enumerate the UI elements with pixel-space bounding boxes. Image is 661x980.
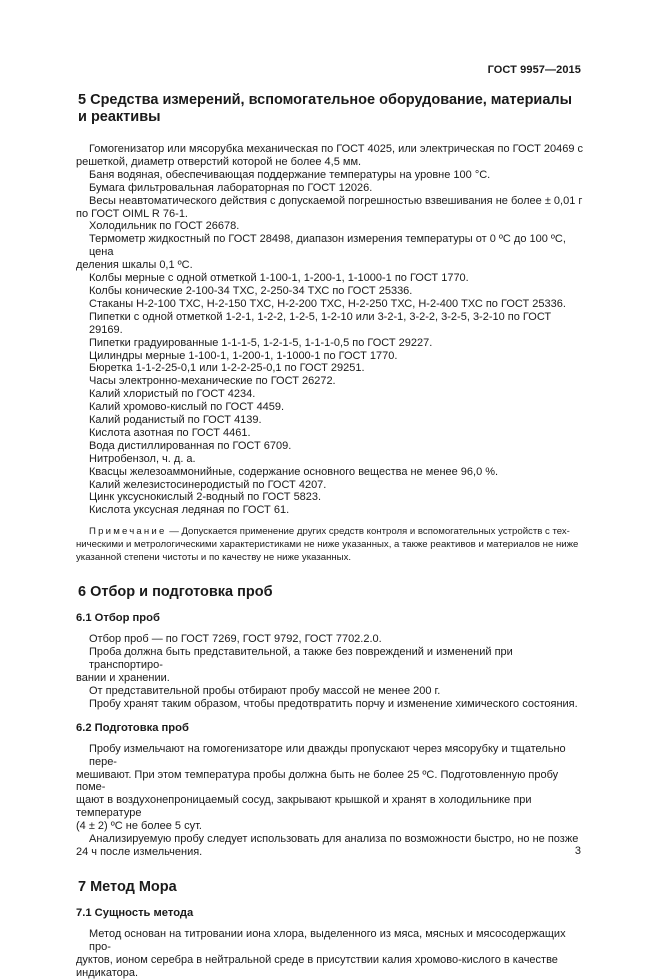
note-label: Примечание [89, 526, 167, 538]
subsection-6-2-body [76, 743, 584, 859]
section-5-list [76, 143, 584, 517]
list-item: Цилиндры мерные 1-100-1, 1-200-1, 1-1000-1 по ГОСТ 1770. [89, 349, 398, 362]
list-item: Пипетки с одной отметкой 1-2-1, 1-2-2, 1-2-5, 1-2-10 или 3-2-1, 3-2-2, 3-2-5, 3-2-10 по ГОСТ 29169. [89, 310, 552, 336]
list-item: Нитробензол, ч. д. а. [89, 452, 196, 465]
standard-header: ГОСТ 9957—2015 [487, 64, 581, 76]
text-line: 24 ч после измельчения. [76, 845, 203, 858]
list-item: Калий хромово-кислый по ГОСТ 4459. [89, 401, 285, 414]
list-item: деления шкалы 0,1 ºС. [76, 259, 193, 272]
list-item: Пипетки градуированные 1-1-1-5, 1-2-1-5, 1-1-1-0,5 по ГОСТ 29227. [89, 336, 433, 349]
section-5-title-line1: 5 Средства измерений, вспомогательное оборудование, материалы [78, 92, 573, 108]
list-item: решеткой, диаметр отверстий которой не более 4,5 мм. [76, 155, 362, 168]
list-item: Квасцы железоаммонийные, содержание основного вещества не менее 96,0 %. [89, 465, 499, 478]
text-line: (4 ± 2) ºС не более 5 сут. [76, 820, 202, 833]
list-item: Холодильник по ГОСТ 26678. [89, 220, 240, 233]
section-5-title-line2: и реактивы [78, 109, 161, 125]
section-6-title: 6 Отбор и подготовка проб [78, 584, 273, 601]
list-item: Калий хлористый по ГОСТ 4234. [89, 388, 256, 401]
list-item: Стаканы Н-2-100 ТХС, Н-2-150 ТХС, Н-2-200 ТХС, Н-2-250 ТХС, Н-2-400 ТХС по ГОСТ 25336. [89, 297, 566, 310]
list-item: Весы неавтоматического действия с допускаемой погрешностью взвешивания не более ± 0,01 г [89, 194, 583, 207]
list-item: Колбы конические 2-100-34 ТХС, 2-250-34 ТХС по ГОСТ 25336. [89, 284, 413, 297]
page-number: 3 [574, 845, 581, 857]
note-line1: — Допускается применение других средств контроля и вспомогательных устройств с тех- [166, 526, 570, 538]
subsection-6-1-body [76, 633, 584, 710]
list-item: Калий железистосинеродистый по ГОСТ 4207. [89, 478, 327, 491]
section-7-title: 7 Метод Мора [78, 878, 177, 895]
section-5-title [76, 92, 584, 126]
list-item: Вода дистиллированная по ГОСТ 6709. [89, 439, 292, 452]
list-item: Гомогенизатор или мясорубка механическая по ГОСТ 4025, или электрическая по ГОСТ 20469 с [89, 143, 584, 155]
subsection-6-2-title: 6.2 Подготовка проб [76, 721, 189, 734]
note-line2: ническими и метрологическими характеристиками не ниже указанных, а также реактивов и материалов не ниже [76, 539, 579, 551]
list-item: Колбы мерные с одной отметкой 1-100-1, 1-200-1, 1-1000-1 по ГОСТ 1770. [89, 272, 469, 285]
list-item: Термометр жидкостный по ГОСТ 28498, диапазон измерения температуры от 0 ºС до 100 ºС, цена [89, 233, 566, 259]
list-item: Баня водяная, обеспечивающая поддержание температуры на уровне 100 °С. [89, 168, 491, 181]
text-line: Анализируемую пробу следует использовать для анализа по возможности быстро, но не позже [89, 833, 579, 846]
text-line: вании и хранении. [76, 672, 170, 684]
text-line: щают в воздухонепроницаемый сосуд, закрывают крышкой и хранят в холодильнике при температуре [76, 794, 532, 820]
list-item: по ГОСТ OIML R 76-1. [76, 207, 188, 220]
list-item: Калий роданистый по ГОСТ 4139. [89, 414, 262, 427]
text-line: дуктов, ионом серебра в нейтральной среде в присутствии калия хромово-кислого в качестве индикатора. [76, 953, 558, 979]
text-line: Отбор проб — по ГОСТ 7269, ГОСТ 9792, ГОСТ 7702.2.0. [89, 633, 382, 646]
text-line: Пробу хранят таким образом, чтобы предотвратить порчу и изменение химического состояния. [89, 697, 578, 710]
list-item: Кислота уксусная ледяная по ГОСТ 61. [89, 504, 290, 517]
text-line: От представительной пробы отбирают пробу массой не менее 200 г. [89, 684, 441, 697]
text-line: мешивают. При этом температура пробы должна быть не более 25 ºС. Подготовленную пробу поме- [76, 768, 559, 794]
subsection-7-1-body [76, 928, 584, 980]
list-item: Часы электронно-механические по ГОСТ 26272. [89, 375, 336, 388]
subsection-7-1-title: 7.1 Сущность метода [76, 906, 194, 919]
list-item: Кислота азотная по ГОСТ 4461. [89, 426, 251, 439]
list-item: Цинк уксуснокислый 2-водный по ГОСТ 5823. [89, 491, 322, 504]
list-item: Бюретка 1-1-2-25-0,1 или 1-2-2-25-0,1 по ГОСТ 29251. [89, 362, 365, 375]
subsection-6-1-title: 6.1 Отбор проб [76, 612, 160, 625]
text-line: Метод основан на титровании иона хлора, выделенного из мяса, мясных и мясосодержащих про- [89, 927, 566, 953]
list-item: Бумага фильтровальная лабораторная по ГОСТ 12026. [89, 181, 373, 194]
text-line: Проба должна быть представительной, а также без повреждений и изменений при транспортиро- [89, 646, 513, 672]
page-content [76, 92, 584, 980]
text-line: Пробу измельчают на гомогенизаторе или дважды пропускают через мясорубку и тщательно пере- [89, 742, 566, 768]
note-line3: указанной степени чистоты и по качеству не ниже указанных. [76, 552, 352, 564]
section-5-note [63, 525, 584, 564]
